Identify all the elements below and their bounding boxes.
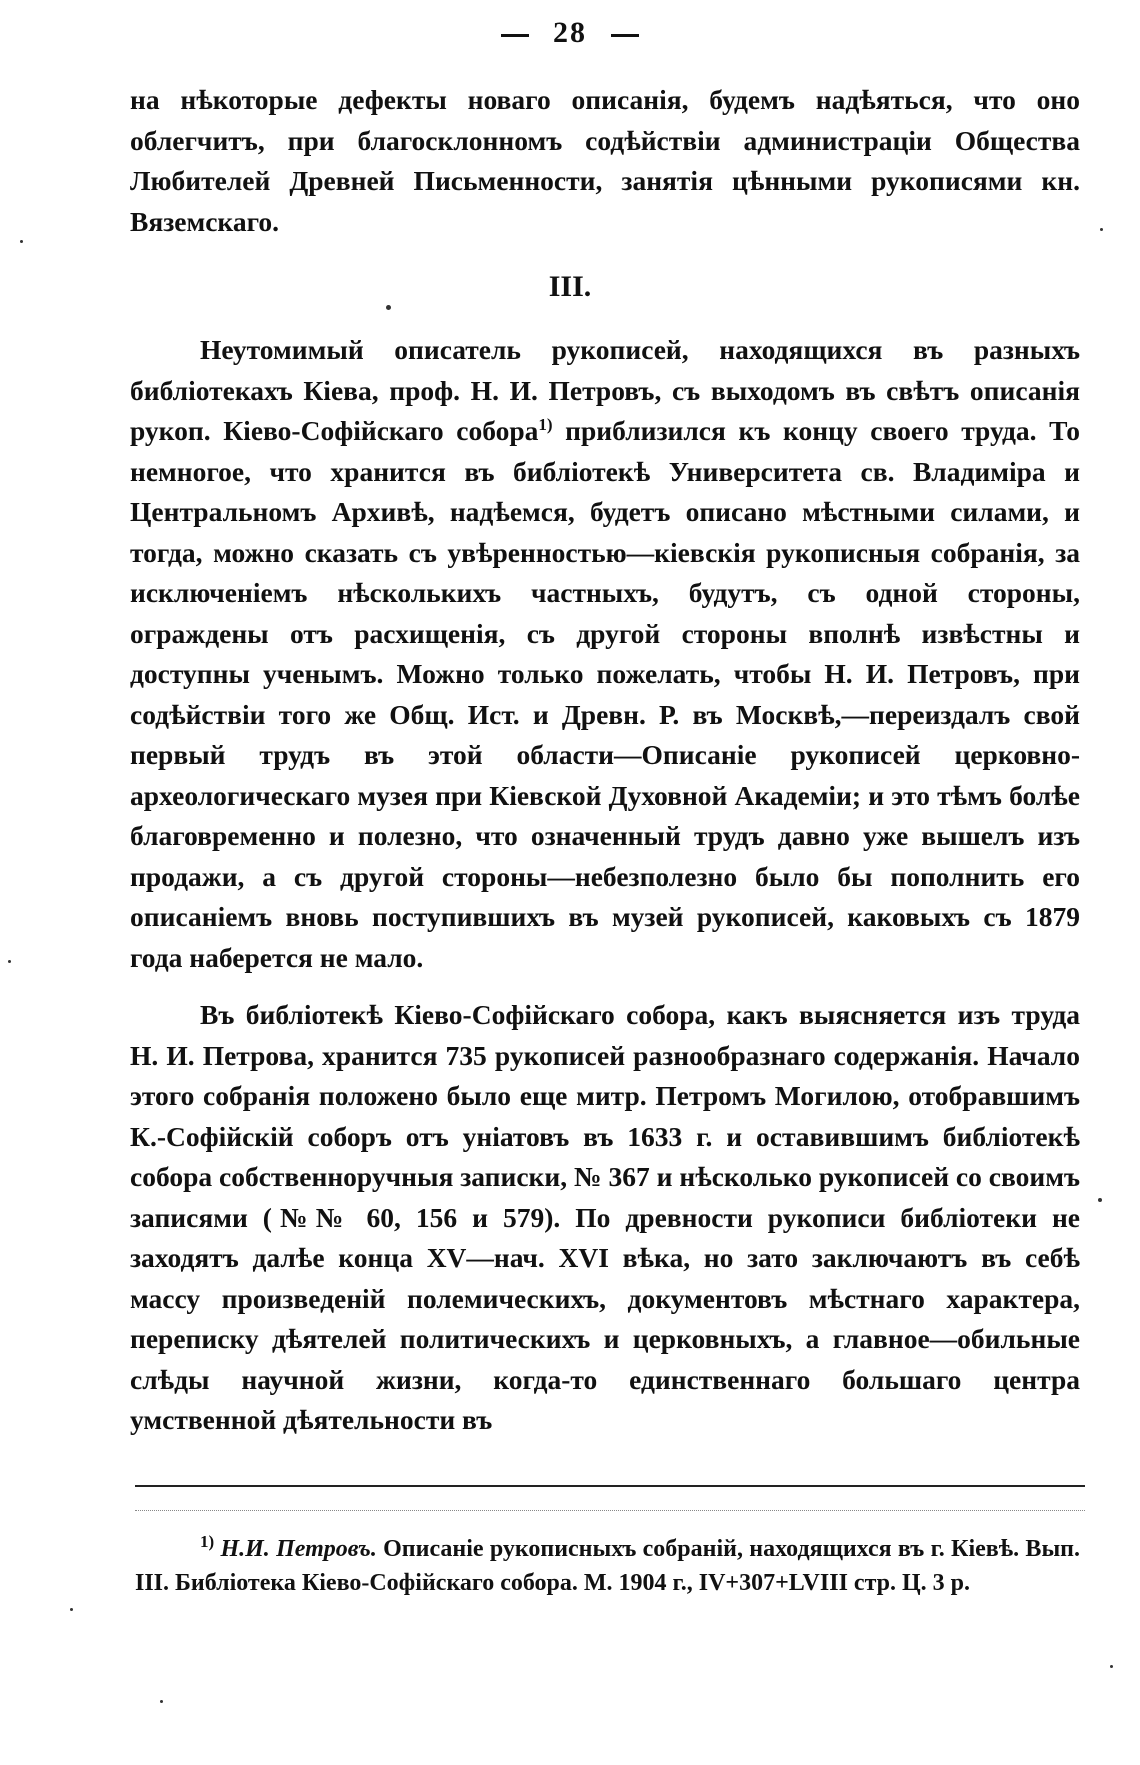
paragraph-petrov-description <box>130 330 1080 978</box>
footnote-reference[interactable]: 1) <box>538 414 553 434</box>
footnote-text: Описаніе рукописныхъ собраній, находящихся въ г. Кіевѣ. Вып. III. Библіотека Кіево-Софійскаго собора. М. 1904 г., IV+307+LVIII стр. Ц. 3 р. <box>135 1536 1081 1596</box>
paragraph-text-end: приблизился къ концу своего труда. То немногое, что хранится въ библіотекѣ Университета св. Владиміра и Центральномъ Архивѣ, надѣемся, будетъ описано мѣстными силами, и тогда, можно сказать съ увѣренностью—кіевскія рукописныя собранія, за исключеніемъ нѣсколькихъ частныхъ, будутъ, съ одной стороны, ограждены отъ расхищенія, съ другой стороны вполнѣ извѣстны и доступны ученымъ. Можно только пожелать, чтобы Н. И. Петровъ, при содѣйствіи того же Общ. Ист. и Древн. Р. въ Москвѣ,—переиздалъ свой первый трудъ въ этой области—Описаніе рукописей церковно-археологическаго музея при Кіевской Духовной Академіи; и это тѣмъ болѣе благовременно и полезно, что означенный трудъ давно уже вышелъ изъ продажи, а съ другой стороны—небезполезно было бы пополнить его описаніемъ вновь поступившихъ въ музей рукописей, каковыхъ съ 1879 года наберется не мало. <box>130 415 1081 973</box>
section-heading: III. <box>548 270 592 303</box>
paragraph-text-start: Неутомимый описатель рукописей, находящихся въ разныхъ библіотекахъ Кіева, проф. Н. И. Петровъ, съ выходомъ въ свѣтъ описанія рукоп. Кіево-Софійскаго собора <box>130 334 1080 446</box>
footnote <box>135 1532 1080 1600</box>
footnote-divider <box>135 1485 1085 1487</box>
paragraph-sofia-library: Въ библіотекѣ Кіево-Софійскаго собора, какъ выясняется изъ труда Н. И. Петрова, хранится 735 рукописей разнообразнаго содержанія. Начало этого собранія положено было еще митр. Петромъ Могилою, отобравшимъ К.-Софійскій соборъ отъ уніатовъ въ 1633 г. и оставившимъ библіотекѣ собора собственноручныя записки, № 367 и нѣсколько рукописей со своимъ записями (№№ 60, 156 и 579). По древности рукописи библіотеки не заходятъ далѣе конца XV—нач. XVI вѣка, но зато заключаютъ въ себѣ массу произведеній полемическихъ, документовъ мѣстнаго характера, переписку дѣятелей политическихъ и церковныхъ, а главное—обильные слѣды научной жизни, когда-то единственнаго большаго центра умственной дѣятельности въ <box>130 999 1080 1435</box>
scan-speck <box>8 960 11 963</box>
scan-speck <box>20 240 23 243</box>
footnote-author: Н.И. Петровъ. <box>220 1536 377 1562</box>
bleed-through-line <box>135 1510 1085 1511</box>
footnote-mark: 1) <box>200 1532 215 1551</box>
page-number-dash-left <box>501 34 529 37</box>
scan-speck <box>386 305 391 310</box>
scan-speck <box>1110 1665 1113 1668</box>
scan-speck <box>1098 1198 1102 1202</box>
page-number-value: 28 <box>553 16 587 49</box>
page-number-dash-right <box>611 34 639 37</box>
scan-speck <box>70 1608 73 1611</box>
page-number <box>0 16 1140 50</box>
scan-speck <box>1100 228 1103 231</box>
paragraph-continuation: на нѣкоторые дефекты новаго описанія, будемъ надѣяться, что оно облегчитъ, при благосклонномъ содѣйствіи администраціи Общества Любителей Древней Письменности, занятія цѣнными рукописями кн. Вяземскаго. <box>130 84 1080 237</box>
scan-speck <box>160 1700 163 1703</box>
